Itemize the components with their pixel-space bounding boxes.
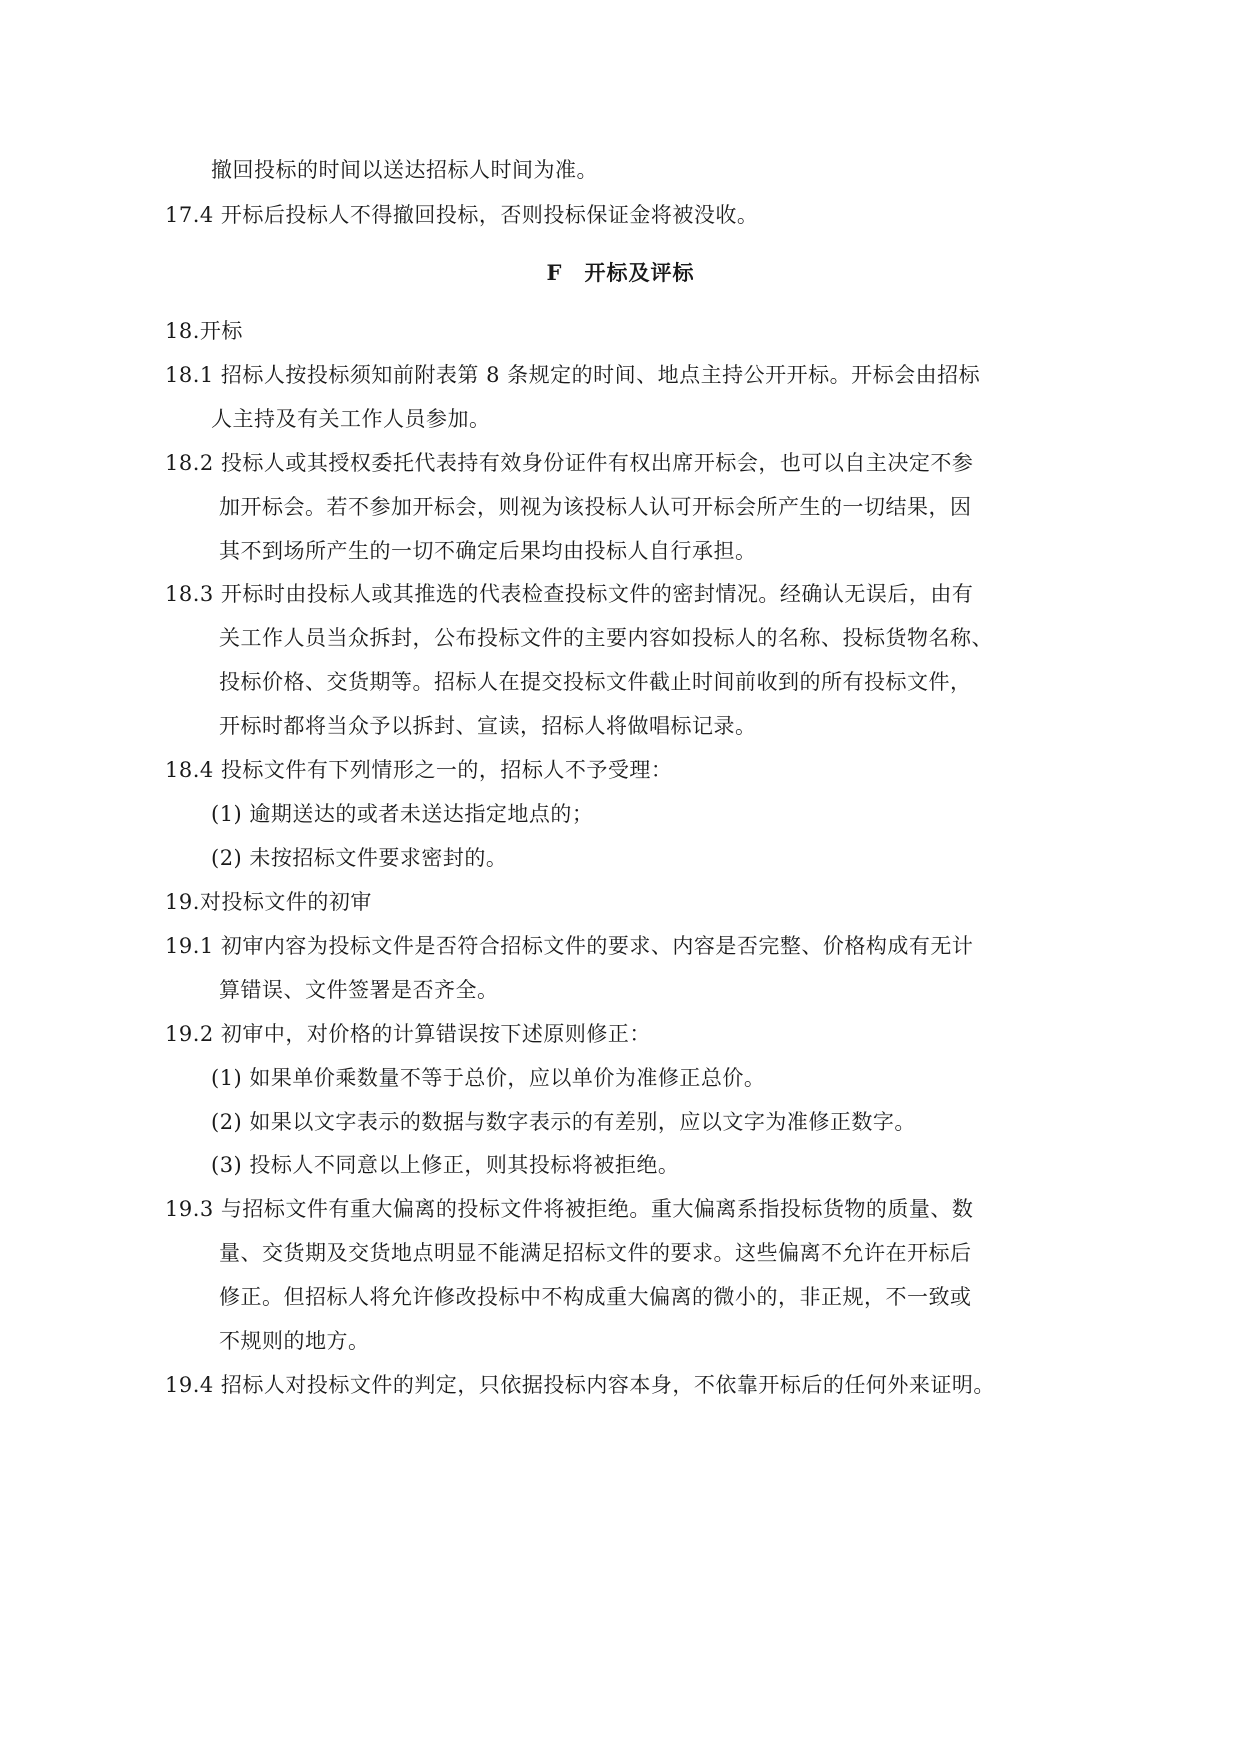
text-line: 关工作人员当众拆封，公布投标文件的主要内容如投标人的名称、投标货物名称、: [219, 626, 993, 650]
text-line: 开标时都将当众予以拆封、宣读，招标人将做唱标记录。: [219, 714, 757, 738]
text-line: 投标价格、交货期等。招标人在提交投标文件截止时间前收到的所有投标文件，: [219, 670, 972, 694]
clause-18-4: 18.4 投标文件有下列情形之一的，招标人不予受理：: [165, 758, 673, 782]
clause-17-4: 17.4 开标后投标人不得撤回投标，否则投标保证金将被没收。: [165, 203, 759, 227]
text-line: 加开标会。若不参加开标会，则视为该投标人认可开标会所产生的一切结果，因: [219, 495, 972, 519]
text-line: 修正。但招标人将允许修改投标中不构成重大偏离的微小的，非正规，不一致或: [219, 1285, 972, 1309]
clause-18-3: 18.3 开标时由投标人或其推选的代表检查投标文件的密封情况。经确认无误后，由有: [165, 582, 974, 606]
list-item: (2) 未按招标文件要求密封的。: [211, 846, 508, 870]
list-item: (1) 如果单价乘数量不等于总价，应以单价为准修正总价。: [211, 1066, 766, 1090]
clause-18-1: 18.1 招标人按投标须知前附表第 8 条规定的时间、地点主持公开开标。开标会由招标: [165, 363, 981, 387]
text-line: 其不到场所产生的一切不确定后果均由投标人自行承担。: [219, 539, 757, 563]
section-heading: F 开标及评标: [546, 260, 695, 285]
text-line: 不规则的地方。: [219, 1329, 370, 1353]
clause-18-2: 18.2 投标人或其授权委托代表持有效身份证件有权出席开标会，也可以自主决定不参: [165, 451, 974, 475]
clause-19-4: 19.4 招标人对投标文件的判定，只依据投标内容本身，不依靠开标后的任何外来证明。: [165, 1373, 995, 1397]
text-line: 撤回投标的时间以送达招标人时间为准。: [211, 158, 598, 182]
clause-19-3: 19.3 与招标文件有重大偏离的投标文件将被拒绝。重大偏离系指投标货物的质量、数: [165, 1197, 974, 1221]
text-line: 量、交货期及交货地点明显不能满足招标文件的要求。这些偏离不允许在开标后: [219, 1241, 972, 1265]
list-item: (3) 投标人不同意以上修正，则其投标将被拒绝。: [211, 1153, 680, 1177]
list-item: (2) 如果以文字表示的数据与数字表示的有差别，应以文字为准修正数字。: [211, 1110, 916, 1134]
clause-19-2: 19.2 初审中，对价格的计算错误按下述原则修正：: [165, 1022, 651, 1046]
clause-19-1: 19.1 初审内容为投标文件是否符合招标文件的要求、内容是否完整、价格构成有无计: [165, 934, 974, 958]
clause-18-title: 18.开标: [165, 319, 243, 343]
text-line: 算错误、文件签署是否齐全。: [219, 978, 499, 1002]
clause-19-title: 19.对投标文件的初审: [165, 890, 372, 914]
text-line: 人主持及有关工作人员参加。: [211, 407, 491, 431]
list-item: (1) 逾期送达的或者未送达指定地点的；: [211, 802, 594, 826]
